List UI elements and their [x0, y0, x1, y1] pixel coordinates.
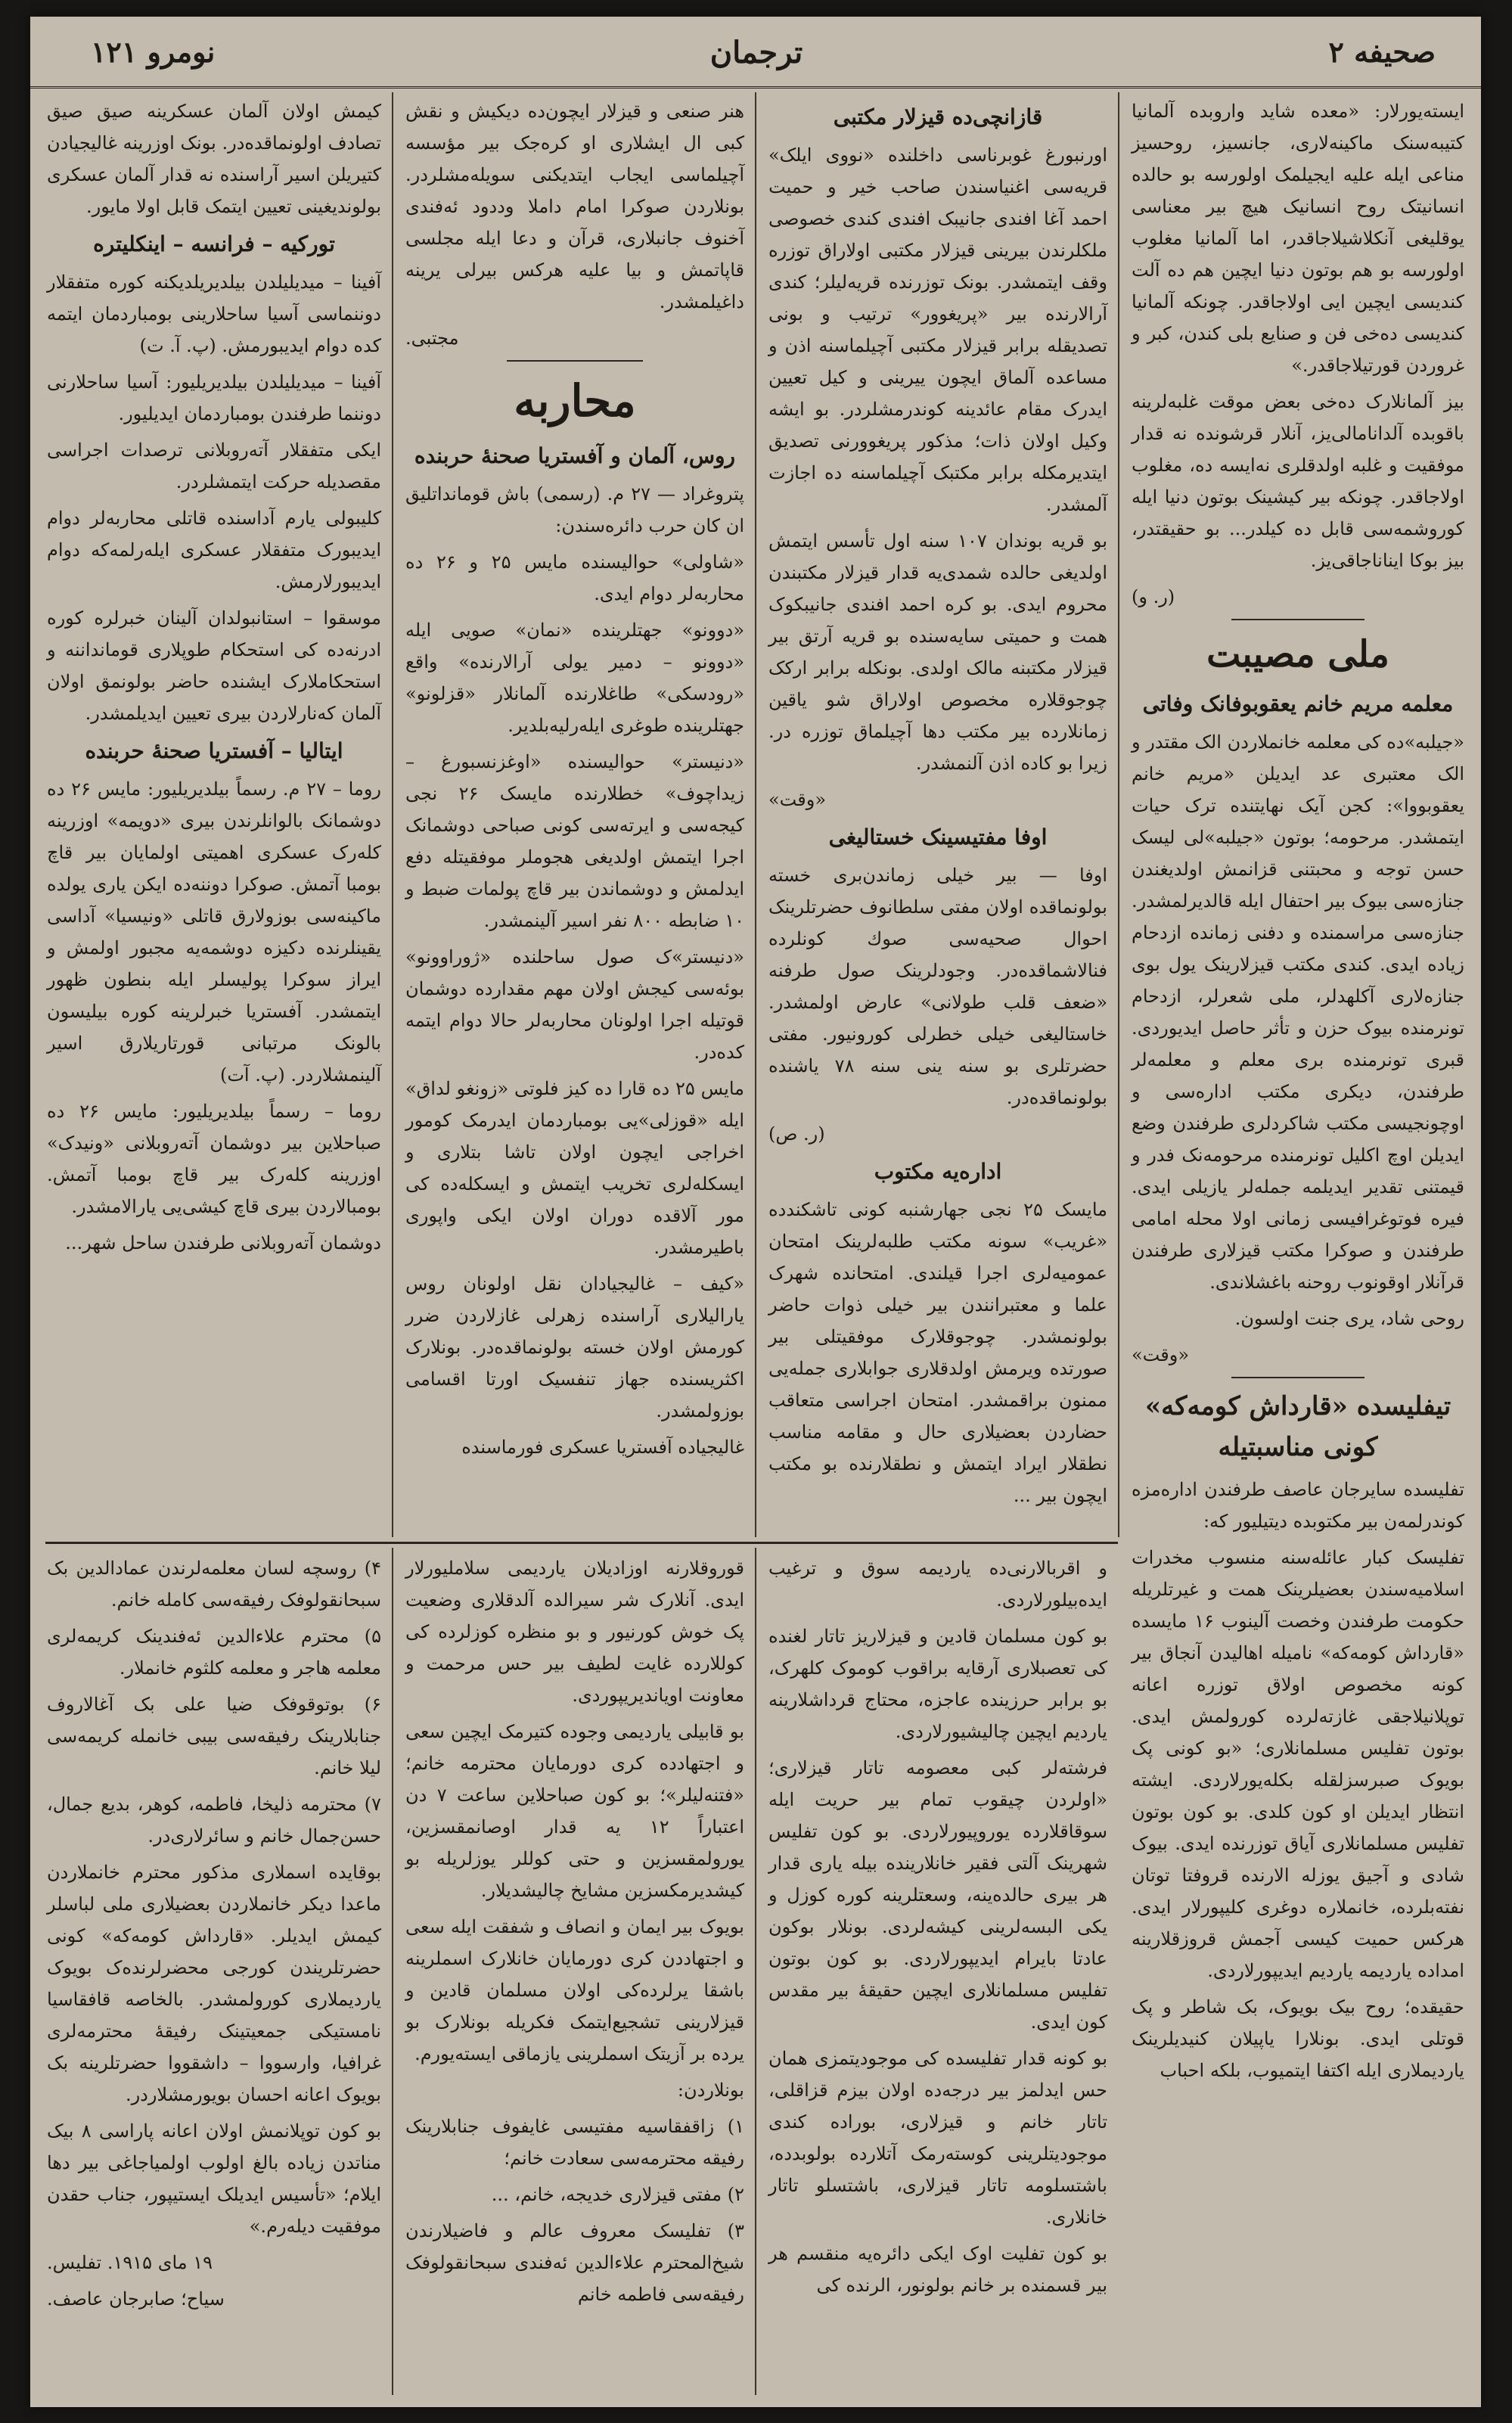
column-rule — [755, 1548, 756, 2395]
list-item: ۷) محترمه ذلیخا، فاطمه، کوهر، بدیع جمال، حسن‌جمال خانم و سائرلاری‌در. — [47, 1794, 381, 1847]
column-rule — [392, 92, 393, 1537]
issue-number: نومرو ۱۲۱ — [91, 35, 216, 69]
signature: «وقت» — [1132, 1344, 1189, 1365]
paragraph: مایس ۲۵ ده قارا ده کیز فلوتی «زونغو لداق» ایله «قوزلی»‌یی بومباردمان ایدرمک کومور اخراجی ایچون اولان تاشا بتلاری و ایسکله‌لری تخریب ایتمش و ایسکله‌ده کی مور آلاقده دوران اولان ایکی واپوری باطیرمشدر. — [405, 1078, 745, 1258]
headline: ملی مصیبت — [1206, 633, 1389, 676]
headline: ایتالیا – آفستریا صحنهٔ حربنده — [85, 738, 343, 763]
paragraph: آفینا – میدیلیلدن بیلدیریلیور: آسیا ساحلارنی دوننما طرفندن بومباردمان ایدیلیور. — [47, 371, 381, 424]
list-item: ۵) محترم علاءالدین ئه‌فندینک کریمه‌لری معلمه هاجر و معلمه کلثوم خانملار. — [47, 1626, 381, 1679]
column-rule — [1118, 92, 1119, 1537]
paragraph: «دنیستر» حوالیسنده «اوغزنسبورغ – زیداچوف» خطلارنده مایسک ۲۶ نجی کیجه‌سی و ایرته‌سی کونی صباحی دوشمانک اجرا ایتمش اولدیغی هجوملر موفقیتله دفع ایدلمش و دوشماندن بیر قاچ پولمات ضبط و ۱۰ ضابطه ۸۰۰ نفر اسیر آلینمشدر. — [405, 751, 744, 931]
section-divider — [45, 1542, 1118, 1544]
list-item: ۱) زاقفقاسیه مفتیسی غایفوف جنابلارینک رفیقه محترمه‌سی سعادت خانم؛ — [405, 2116, 744, 2169]
signature: مجتبی. — [405, 328, 459, 349]
paragraph: کلیبولی یارم آداسنده قاتلی محاربه‌لر دوام ایدیبورک متفقلار عسکری ایله‌رلمه‌که دوام ایدیبورلارمش. — [47, 508, 381, 592]
column-lower-right — [761, 1552, 1115, 2397]
signature: «وقت» — [768, 789, 826, 810]
paragraph: دوشمان آته‌روبلانی طرفندن ساحل شهر... — [65, 1232, 381, 1253]
column-rule — [755, 92, 756, 1537]
dateline: ۱۹ مای ۱۹۱۵. تفلیس. — [47, 2252, 213, 2273]
newspaper-title: ترجمان — [709, 35, 803, 70]
column-war-news — [398, 95, 752, 1539]
paragraph: بو قریه بوندان ۱۰۷ سنه اول تأسس ایتمش اولدیغی حالده شمدی‌یه قدار قیزلار مکتبندن محروم ایدی. بو کره احمد افندی جانیبکوک همت و حمیتی سایه‌سنده بو قریه آرتق بیر قیزلار مکتبنه مالک اولدی. بونکله برابر ارکک چوجوقلاره مخصوص اولاراق شو یاقین زمانلارده بیر مکتب دها آچیلماق توزره در. زیرا بو کاده اذن آلنمشدر. — [768, 530, 1108, 774]
signature: (ر. ص) — [768, 1123, 825, 1145]
column-rule — [392, 1548, 393, 2395]
paragraph: آفینا – میدیلیلدن بیلدیریلدیکنه کوره متفقلار دوننماسی آسیا ساحلارینی بومباردمان ایتمه کده دوام ایدیبورمش. (پ. آ. ت) — [47, 272, 381, 356]
list-item: ۶) بوتوقوفک ضیا علی بک آغالاروف جنابلارینک رفیقه‌سی بیبی خانمله کریمه‌سی لیلا خانم. — [47, 1694, 381, 1778]
signature: (ر. و) — [1132, 586, 1175, 607]
column-school-news — [761, 95, 1115, 1539]
paragraph: بو کون تفلیت اوک ایکی دائره‌یه منقسم هر بیر قسمنده بر خانم بولونور، الرنده کی — [768, 2243, 1108, 2296]
column-lower-middle — [398, 1552, 752, 2397]
divider — [507, 360, 642, 362]
divider — [1231, 619, 1365, 620]
paragraph: بوقایده اسملاری مذکور محترم خانملاردن ماعدا دیکر خانملاردن بعضیلاری ملی لباسلر کیمش ایدیلر. «قارداش کومه‌که» کونی حضرتلریندن کورجی محضرلرنده‌ک بویوک یاردیملاری کورولمشدر. بالخاصه قافقاسیا نامستیکی جمعیتینک رفیقهٔ محترمه‌لری غرافیا، وارسووا – داشقووا حضرتلرینه بک بویوک اعانه احسان بویورمشلاردر. — [47, 1862, 381, 2105]
list-item: ۲) مفتی قیزلاری خدیجه، خانم، ... — [491, 2184, 744, 2205]
headline: اوفا مفتیسینک خستالیغی — [828, 825, 1048, 850]
paragraph: بو کون مسلمان قادین و قیزلاریز تاتار لغنده کی تعصبلاری آرقایه براقوب کوموک کلهرک، بو برابر حرزینده عاجزه، محتاج قرداشلارینه یاردیم ایچین چالیشیورلاردی. — [768, 1626, 1108, 1742]
headline: تورکیه – فرانسه – اینکلیتره — [93, 231, 335, 256]
headline: تیفلیسده «قارداش کومه‌که» کونی مناسبتیله — [1144, 1391, 1451, 1462]
paragraph: بو قابیلی یاردیمی وجوده کتیرمک ایچین سعی و اجتهادده کری دورمایان محترمه خانم؛ «فتنه‌لیلر»؛ بو کون صباحلاین ساعت ۷ دن اعتباراً ۱۲ یه قدار اوصانمقسزین، یورولمقسزین و حتی کوللر یوزلریله بو کیشدیرمکسزین مشایخ چالیشدیلار. — [405, 1721, 744, 1901]
paragraph: فرشته‌لر کبی معصومه تاتار قیزلاری؛ «اولردن چیقوب تمام بیر حریت ایله سوقاقلارده یوروپیورلاردی. بو کون تفلیس شهرینک آلتی فقیر خانلارینده بیله یاری قدار هر بیری حالده‌ینه، وسعتلرینه کوره کوزل و یکی البسه‌لرینی کیشه‌لردی. بونلار بوکون عادتا بایرام ایدیپورلاردی. بو کون بوتون تفلیس مسلمانلاری ایچین حقیقهٔ بیر مقدس کون ایدی. — [768, 1757, 1107, 2033]
paragraph: ایکی متفقلار آته‌روبلانی ترصدات اجراسی مقصدیله حرکت ایتمشلردر. — [47, 440, 381, 492]
paragraph: حقیقده؛ روح بیک بویوک، بک شاطر و پک قوتلی ایدی. بونلارا یاپیلان کنیدیلرینک یاردیملاری ایله اکتفا ایتمیوب، بلکه احباب — [1132, 1996, 1464, 2081]
newspaper-page — [30, 17, 1481, 2407]
column-lower-left — [39, 1552, 389, 2397]
paragraph: تفلیسک کبار عائله‌سنه منسوب مخدرات اسلامیه‌سندن بعضیلرینک همت و غیرتلریله حکومت طرفندن وخصت آلینوب ۱۶ مایسده «قارداش کومه‌که» نامیله اهالیدن آنجاق بیر کونه مخصوص اولاق توزره اعانه توپلانیلاجقی غازته‌لرده کورولمش ایدی. بوتون تفلیس مسلمانلاری؛ «بو کونی پک بویوک صبرسزلقله بکله‌یورلاردی. ایشته انتظار ایدیلن او کون کلدی. بو کون بوتون تفلیس مسلمانلاری آیاق توزرنده ایدی. بیوک شادی و آجیق یوزله الارنده قروفتا توتان نفته‌بلرده، خانملاره دوغری کلیپورلار ایدی. هرکس حمیت کیسی آجمش قروزقلارینه امداده یاردیمه یاردیم ایدیپورلاردی. — [1132, 1547, 1465, 1981]
paragraph: بیز آلمانلارک ده‌خی بعض موقت غلبه‌لرینه باقوبده آلدانامالی‌یز، آنلار قرشونده نه قدار موفقیت و غلبه اولدقلری نه‌ایسه ده، مغلوب اولاجاقدر. چونکه بیر کیشینک بوتون دنیا ایله کوروشمه‌سی قابل ده کیلدر... بو حقیقتدر، بیز بوکا ایناناجاقی‌یز. — [1132, 391, 1464, 571]
paragraph: «جیلبه»ده کی معلمه خانملاردن الک مقتدر و الک معتبری عد ایدیلن «مریم خانم یعقوبووا»: کجن آیک نهایتنده ترک حیات ایتمشدر. مرحومه؛ بوتون «جیلبه»لی لیسک حسن توجه و محبتنی قزانمش اولدیغندن جنازه‌سی بیوک بیر احتفال ایله قالدیرلمشدر. جنازه‌سی مراسمنده و دفنی زمانده ازدحام زیاده ایدی. کندی مکتب قیزلارینک یول بوی جنازه‌لاری آکلهدلر، ملی شعرلر، ازدحام تونرمنده بیوک حزن و تأثر حاصل ایدیوردی. قبری تونرمنده بری معلم و معلمه‌لر طرفندن، دیکری مکتب اداره‌سی و اوچونجیسی مکتب شاکردلری طرفندن وضع ایدیلن اوچ اکلیل تونرمنده مرحومه‌نک فدر و قیمتنی تقدیر ایدیلمه جمله‌لر یازیلی ایدی. فیره فوتوغرافیسی زمانی اولا محله امامی طرفندن و صوکرا مکتب قیزلاری طرفندن قرآنلار اوقونوب روحنه باغشلاندی. — [1132, 732, 1464, 1293]
paragraph: اورنبورغ غوبرناسی داخلنده «نووی ایلک» قریه‌سی اغنیاسندن صاحب خیر و حمیت احمد آغا افندی جانیبک افندی کندی خصوصی ملکلرندن بیرینی قیزلار مکتبی اولاراق توزره وقف ایتمشدر. بونک توزرنده قریه‌لیلر؛ کندی آرالارنده بیر «پریغوور» ترتیب و بونی تصدیقله برابر قیزلار مکتبی آچیلماسنه اذن و مساعده آلماق ایچون ییرینی و کیل تعیین ایدرک مقام عائدینه کوندرمشلردر. بو ایشه وکیل اولان ذات؛ مذکور پریغوورنی تصدیق ایتدیرمکله برابر مکتبک آچیلماسنه ده اجازت آلمشدر. — [768, 144, 1107, 515]
paragraph: پتروغراد — ۲۷ م. (رسمی) باش قومانداتلیق ان کان حرب دائره‌سندن: — [405, 483, 744, 536]
paragraph: مایسک ۲۵ نجی جهارشنبه کونی تاشکندده «غریب» سونه مکتب طلبه‌لرینک امتحان عمومیه‌لری اجرا قیلندی. امتحانده شهرک علما و معتبرانندن بیر خیلی ذوات حاضر بولونمشدر. چوجوقلارک موفقیتلی بیر صورتده ویرمش اولدقلاری جوابلاری جمله‌یی ممنون براقمشدر. امتحان اجراسی متعاقب حضاردن بعضیلاری حال و مقامه مناسب نطقلار ایراد ایتمش و نطقلارنده بو مکتب ایچون بیر ... — [768, 1199, 1107, 1506]
headline: قازانچی‌ده قیزلار مکتبی — [833, 104, 1043, 129]
author-signature: سیاح؛ صابرجان عاصف. — [47, 2288, 225, 2310]
paragraph: روما – رسماً بیلدیریلیور: مایس ۲۶ ده صباحلاین بیر دوشمان آته‌روبلانی «ونیدک» اوزرینه کله‌رک بیر قاچ بومبا آتمش. بومبالاردن بیری قاچ کیشی‌یی یارالامشدر. — [47, 1101, 382, 1217]
paragraph: بویوک بیر ایمان و انصاف و شفقت ایله سعی و اجتهاددن کری دورمایان خانلارک اسملرینه باشقا یرلرده‌کی اولان مسلمان قادین و قیزلارینی تشجیع‌ایتمک فکریله بونلارک بو یرده بر آزیتک اسملرینی یازماقی ایسته‌یورم. — [405, 1916, 744, 2064]
list-item: ۳) تفلیسک معروف عالم و فاضیلارندن شیخ‌المحترم علاءالدین ئه‌فندی سبحانقولوفک رفیقه‌سی فاطمه خانم — [405, 2220, 744, 2305]
column-front-news — [39, 95, 389, 1539]
paragraph: موسقوا – استانبولدان آلینان خبرلره کوره ادرنه‌ده کی استحکام طوپلاری قومانداننه و استحکاملارک ایشنده حاضر بولونمق اولان آلمان که‌نارلاردن بیری تعیین ایدیلمشدر. — [47, 607, 381, 724]
paragraph: قوروقلارنه اوزادیلان یاردیمی سلاملیورلار ایدی. آنلارک شر سیرالده آلدقلاری وضعیت پک خوش کورنیور و بو منظره کوزلرده کی کوللارده غایت لطیف بیر حس مرحمت و معاونت اویاندیریپوردی. — [405, 1558, 744, 1706]
paragraph: بونلاردن: — [677, 2080, 744, 2101]
paragraph: «کیف – غالیجیادان نقل اولونان روس یارالیلاری آراسنده زهرلی غازلاردن ضرر کورمش اولان خسته بولونماقده‌در. بونلارک اکثریسنده جهاز تنفسیک اورتا اقسامی بوزولمشدر. — [405, 1273, 744, 1421]
paragraph: بو کونه قدار تفلیسده کی موجودیتمزی همان حس ایدلمز بیر درجه‌ده اولان بیزم قزاقلی، تاتار خانم و قیزلاری، بوراده کندی موجودیتلرینی کوسته‌رمک آتلارده بولوبدده، باشتسلومه تاتار قیزلاری، باشتسلو تاتار خانلاری. — [768, 2048, 1107, 2228]
paragraph: و اقربالارنی‌ده یاردیمه سوق و ترغیب ایده‌بیلورلاردی. — [768, 1558, 1107, 1611]
page-number: صحیفه ۲ — [1328, 35, 1436, 69]
paragraph: روما – ۲۷ م. رسماً بیلدیریلیور: مایس ۲۶ ده دوشمانک بالوانلرندن بیری «دویمه» اوزرینه کله‌رک عسکری اهمیتی اولمایان بیر قاچ بومبا آتمش. صوکرا دوننه‌ده ایکن یاری یولده ماکینه‌سی بوزولارق قاتلی «ونیسیا» آداسی یقینلرنده دکیزه دوشمه‌یه مجبور اولمش و ایراز سوکرا پولیسلر ایله بنطون ظهور ایتمشدر. آفستریا خبرلرینه کوره بیلیسون بالونک مرتبانی قورتاریلارق اسیر آلینمشلاردر. (پ. آت) — [47, 778, 382, 1086]
paragraph: ایسته‌یورلار: «معده شاید واروبده آلمانیا کتیبه‌سنک ماکینه‌لاری، جانسیز، روحسیز مناعی ایله علیه ایجیلمک اولورسه بو حالده انسانیتک روح انسانیک هیچ بیر معناسی یوقلیغی آنکلاشیلاجاقدر، اما آلمانیا مغلوب اولورسه بو هم بوتون دنیا ایچین هم ده آلت کندیسی ایچین ایی اولاجاقدر. چونکه آلمانیا کندیسی ده‌خی فن و صنایع بلی کندن، کبر و غروردن قورتیلاجاقدر.» — [1132, 101, 1464, 376]
paragraph: هنر صنعی و قیزلار ایچون‌ده دیکیش و نقش کبی ال ایشلاری او کره‌جک بیر مؤسسه آچیلماسی ایجاب ایتدیکنی سویله‌مشلردر. بونلاردن صوکرا امام داملا وددود ئه‌فندی آخنوف جانبلاری، قرآن و دعا ایله مجلسی قاپاتمش و بیا علیه هرکس بیرلی یرینه داغیلمشدر. — [405, 101, 744, 312]
masthead — [30, 17, 1481, 89]
headline: اداره‌یه مکتوب — [874, 1159, 1002, 1184]
paragraph: «دوونو» جهتلرینده «نمان» صویی ایله «دوونو – دمیر یولی آرالارنده» واقع «رودسکی» طاغلارنده آلمانلار «قزلونو» جهتلرینده طوغری ایله‌رلیه‌بلدیر. — [405, 620, 744, 736]
subheadline: روس، آلمان و آفستریا صحنهٔ حربنده — [414, 443, 736, 468]
paragraph: بو کون توپلانمش اولان اعانه پاراسی ۸ بیک مناتدن زیاده بالغ اولوب اولمیاجاغی بیر دها ایلام؛ «تأسیس ایدیلک ایستیپور، جناب حقدن موفقیت دیله‌رم.» — [47, 2120, 382, 2237]
divider — [1231, 1377, 1365, 1378]
paragraph: روحی شاد، یری جنت اولسون. — [1234, 1308, 1464, 1329]
headline: محاربه — [514, 375, 636, 427]
list-item: ۴) روسچه لسان معلمه‌لرندن عمادالدین بک سبحانقولوفک رفیقه‌سی کامله خانم. — [47, 1558, 381, 1611]
paragraph: تفلیسده سایرجان عاصف طرفندن اداره‌مزه کوندرلمه‌ن بیر مکتوبده دیتیلیور که: — [1132, 1479, 1464, 1532]
subheadline: معلمه مریم خانم یعقوبوفانک وفاتی — [1142, 691, 1454, 716]
paragraph: غالیجیاده آفستریا عسکری فورماسنده — [461, 1437, 744, 1458]
paragraph: اوفا — بیر خیلی زماندن‌بری خسته بولونماقده اولان مفتی سلطانوف حضرتلرینک احوال صحیه‌سی صوك کونلرده فنالاشماقده‌در. وجودلرینک صول طرفنه «ضعف قلب طولانی» عارض اولمشدر. خاستالیغی خیلی خطرلی کورونیور. مفتی حضرتلری بو سنه ینی سنه ۷۸ یاشنده بولونماقده‌در. — [768, 865, 1107, 1108]
column-obituary — [1124, 95, 1472, 2395]
paragraph: کیمش اولان آلمان عسکرینه صیق صیق تصادف اولونماقده‌در. بونک اوزرینه غالیجیادن کتیریلن اسیر آراسنده نه قدار آلمان عسکری بولوندیغینی تعیین ایتمک قابل اولا مایور. — [47, 101, 381, 217]
paragraph: «دنیستر»ک صول ساحلنده «ژوراوونو» بوئه‌سی کیجش اولان مهم مقدارده دوشمان قوتیله اجرا اولونان محاربه‌لر حالا دوام ایتمه کده‌در. — [405, 946, 744, 1063]
paragraph: «شاولی» حوالیسنده مایس ۲۵ و ۲۶ ده محاربه‌لر دوام ایدی. — [405, 551, 744, 604]
